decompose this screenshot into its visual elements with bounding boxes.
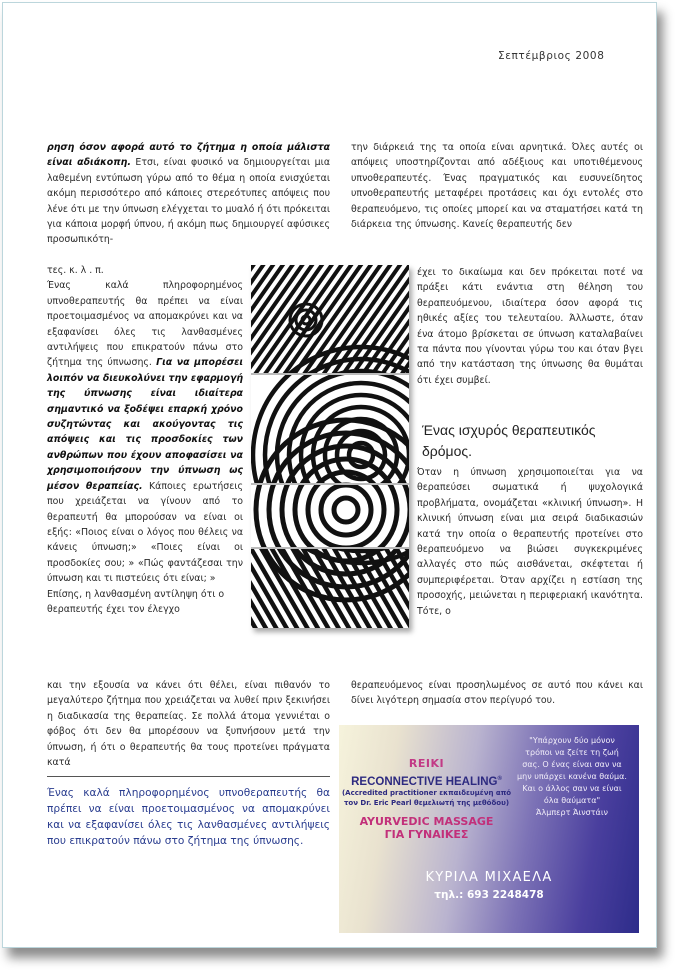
ad-services xyxy=(339,757,514,841)
body-text: Ετσι, είναι φυσικό να δημιουργείται μια λαθεμένη εντύπωση γύρω από το θέμα η οποία ενισχύεται ακόμη περισσότερο από κάποιες στερεότυπες απόψεις που λένε ότι με την ύπνωση ελέγχεται το μυαλό ή ότι πρόκειται για κάποια μορφή ύπνου, ή ακόμη πως δημιουργεί αφύσικες προσωπικότη- xyxy=(47,157,330,246)
ad-accredited-line-2: τον Dr. Eric Pearl θεμελιωτή της μεθόδου) xyxy=(343,799,510,807)
body-text: Κάποιες ερωτήσεις που χρειάζεται να γίνουν από το θεραπευτή θα μπορούσαν να είναι οι εξής: «Ποιος είναι ο λόγος που θέλεις να κάνεις ύπνωση;» «Ποιες είναι οι προσδοκίες σου; » «Πώς φαντάζεσαι την ύπνωση και τι πιστεύεις ότι είναι; » xyxy=(47,480,243,585)
body-text: έχει το δικαίωμα και δεν πρόκειται ποτέ να πράξει κάτι ενάντια στη θέληση του θεραπευόμενου, ιδιαίτερα όσον αφορά τις ηθικές αξίες του τελευταίου. Άλλωστε, όταν ένα άτομο βρίσκεται σε ύπνωση καταλαβαίνει τα πάντα που γίνονται γύρω του και όταν βγει από την κατάσταση της ύπνωσης θα θυμάται ότι έχει συμβεί. xyxy=(417,267,643,386)
ad-reconnective-label: RECONNECTIVE HEALING xyxy=(351,776,498,788)
article-column-left-top xyxy=(47,140,330,248)
section-subheading: Ένας ισχυρός θεραπευτικός δρόμος. xyxy=(422,422,596,459)
ad-quote-author: Άλμπερτ Άινστάιν xyxy=(536,808,608,817)
article-column-right-top: την διάρκειά της τα οποία είναι αρνητικά. Όλες αυτές οι απόψεις υποστηρίζονται από αδέξιους και υποτιθέμενους υπνοθεραπευτές. Ένας πραγματικός και ευσυνείδητος υπνοθεραπευτής μεταφέρει προτάσεις και όχι εντολές στο θεραπευόμενο, τις οποίες μπορεί και να σταματήσει κατά τη διάρκεια της ύπνωσης. Κανείς θεραπευτής δεν xyxy=(351,142,643,231)
ad-quote xyxy=(517,735,627,819)
advertisement xyxy=(339,725,639,933)
ad-reconnective-healing xyxy=(339,776,514,788)
ad-contact-phone: τηλ.: 693 2248478 xyxy=(434,889,544,901)
ad-quote-text: "Υπάρχουν δύο μόνον τρόποι να ζείτε τη ζωή σας. Ο ένας είναι σαν να μην υπάρχει κανένα θαύμα. Και ο άλλος σαν να είναι όλα θαύματα" xyxy=(517,736,627,805)
ad-ayurvedic-line-2: ΓΙΑ ΓΥΝΑΙΚΕΣ xyxy=(384,828,469,841)
article-column-left-narrow xyxy=(47,263,243,617)
body-text: Ένας καλά πληροφορημένος υπνοθεραπευτής θα πρέπει να είναι προετοιμασμένος να απομακρύνει και να εξαφανίσει όλες τις λανθασμένες αντιλήψεις που επικρατούν πάνω στο ζήτημα της ύπνωσης. xyxy=(47,280,243,369)
hypnotic-swirl-image xyxy=(251,265,409,628)
article-column-left-bottom: και την εξουσία να κάνει ότι θέλει, είναι πιθανόν το μεγαλύτερο ζήτημα που χρειάζεται να λυθεί πριν ξεκινήσει η διαδικασία της θεραπείας. Σε πολλά άτομα γεννιέται ο φόβος ότι δεν θα μπορέσουν να ξυπνήσουν μετά την ύπνωση, ή ότι ο θεραπευτής θα τους προτείνει πράγματα κατά xyxy=(47,680,330,769)
ad-ayurvedic-line-1: AYURVEDIC MASSAGE xyxy=(359,815,494,828)
swirl-pattern-icon xyxy=(251,265,409,628)
body-text: τες. κ. λ . π. xyxy=(47,265,104,276)
magazine-page xyxy=(2,2,657,948)
ad-accredited-line-1: (Accredited practitioner εκπαιδευμένη από xyxy=(341,789,512,797)
issue-date: Σεπτέμβριος 2008 xyxy=(498,50,605,62)
bold-lead: ρηση όσον αφορά αυτό το ζήτημα η οποία μάλιστα είναι αδιάκοπη. xyxy=(47,142,330,169)
article-column-right-narrow xyxy=(417,265,643,388)
ad-contact-name: ΚΥΡΙΛΑ ΜΙΧΑΕΛΑ xyxy=(425,870,553,885)
body-text: Επίσης, η λανθασμένη αντίληψη ότι ο θεραπευτής έχει τον έλεγχο xyxy=(47,588,225,615)
bold-text: Για να μπορέσει λοιπόν να διευκολύνει την εφαρμογή της ύπνωσης είναι ιδιαίτερα σημαντικό να ξοδέψει επαρκή χρόνο συζητώντας και ακούγοντας τις απόψεις και τις προσδοκίες των ανθρώπων που έχουν αποφασίσει να χρησιμοποιήσουν την ύπνωση ως μέσον θεραπείας. xyxy=(47,357,244,492)
article-column-right-narrow-2: Όταν η ύπνωση χρησιμοποιείται για να θεραπεύσει σωματικά ή ψυχολογικά προβλήματα, ονομάζεται «κλινική ύπνωση». Η κλινική ύπνωση είναι μια σειρά διαδικασιών κατά την οποία ο θεραπευτής προτείνει στο θεραπευόμενο να βιώσει συγκεκριμένες αλλαγές στο πώς αισθάνεται, σκέφτεται ή συμπεριφέρεται. Όταν αρχίζει η εστίαση της προσοχής, μειώνεται η περιφεριακή ικανότητα. Τότε, ο xyxy=(417,467,643,617)
article-column-right-bottom: θεραπευόμενος είναι προσηλωμένος σε αυτό που κάνει και δίνει λιγότερη σημασία στον περίγυρό του. xyxy=(351,680,643,707)
ad-reiki: REIKI xyxy=(408,757,445,770)
pull-quote: Ένας καλά πληροφορημένος υπνοθεραπευτής θα πρέπει να είναι προετοιμασμένος να απομακρύνει και να εξαφανίσει όλες τις λανθασμένες αντιλήψεις που επικρατούν πάνω στο ζήτημα της ύπνωσης. xyxy=(47,787,330,847)
registered-mark: ® xyxy=(497,776,502,783)
pull-quote-divider xyxy=(47,776,330,777)
